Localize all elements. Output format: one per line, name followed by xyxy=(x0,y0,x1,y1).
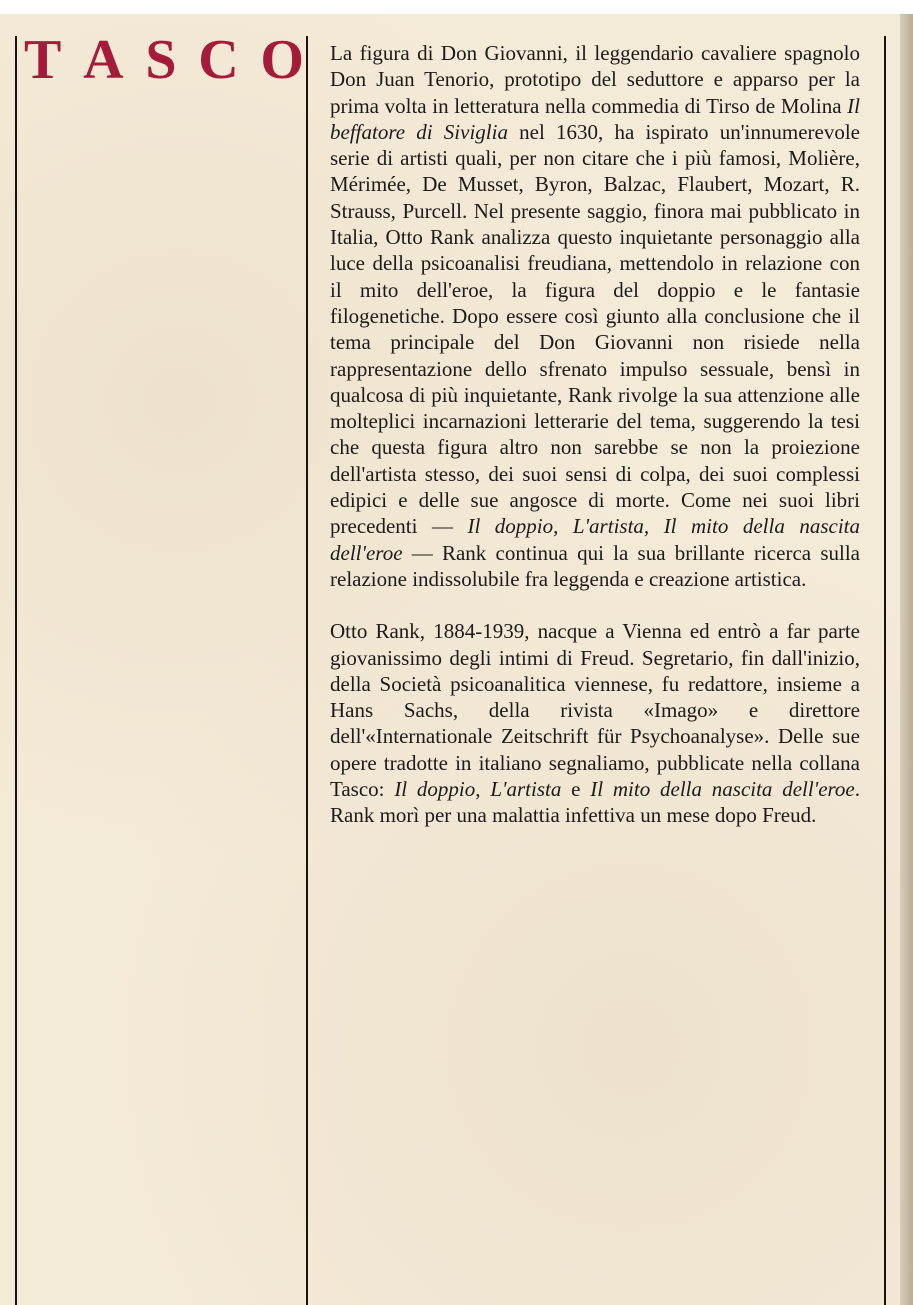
center-rule xyxy=(306,36,308,1305)
series-logo-tasco xyxy=(24,29,304,91)
right-rule xyxy=(884,36,886,1305)
work-title: Il beffatore di Siviglia xyxy=(330,93,860,144)
work-title: L'artista xyxy=(572,514,644,539)
logo-letter: C xyxy=(198,29,239,91)
work-title: Il mito della nascita dell'eroe xyxy=(330,514,861,565)
logo-letter: A xyxy=(83,29,124,91)
logo-letter: O xyxy=(260,29,304,91)
cover-edge-shadow xyxy=(900,14,913,1305)
book-description-paragraph: La figura di Don Giovanni, il leggendario cavaliere spagnolo Don Juan Tenorio, prototipo del seduttore e apparso per la prima volta in letteratura nella commedia di Tirso de Molina Il beffatore di Siviglia nel 1630, ha ispirato un'innumerevole serie di artisti quali, per non citare che i più famosi, Molière, Mérimée, De Musset, Byron, Balzac, Flaubert, Mozart, R. Strauss, Purcell. Nel presente saggio, finora mai pubblicato in Italia, Otto Rank analizza questo inquietante personaggio alla luce della psicoanalisi freudiana, mettendolo in relazione con il mito dell'eroe, la figura del doppio e le fantasie filogenetiche. Dopo essere così giunto alla conclusione che il tema principale del Don Giovanni non risiede nella rappresentazione dello sfrenato impulso sessuale, bensì in qualcosa di più inquietante, Rank rivolge la sua attenzione alle molteplici incarnazioni letterarie del tema, suggerendo la tesi che questa figura altro non sarebbe se non la proiezione dell'artista stesso, dei suoi sensi di colpa, dei suoi complessi edipici e delle sue angosce di morte. Come nei suoi libri precedenti — Il doppio, L'artista, Il mito della nascita dell'eroe — Rank continua qui la sua brillante ricerca sulla relazione indissolubile fra leggenda e creazione artistica. xyxy=(330,41,861,591)
work-title: L'artista xyxy=(490,777,562,802)
logo-letter: T xyxy=(24,29,62,91)
back-cover-blurb xyxy=(330,40,860,829)
work-title: Il doppio xyxy=(467,514,554,539)
work-title: Il mito della nascita dell'eroe xyxy=(590,777,855,802)
author-bio-paragraph: Otto Rank, 1884-1939, nacque a Vienna ed entrò a far parte giovanissimo degli intimi di Freud. Segretario, fin dall'inizio, della Società psicoanalitica viennese, fu redattore, insieme a Hans Sachs, della rivista «Imago» e direttore dell'«Internationale Zeitschrift für Psychoanalyse». Delle sue opere tradotte in italiano segnaliamo, pubblicate nella collana Tasco: Il doppio, L'artista e Il mito della nascita dell'eroe. Rank morì per una malattia infettiva un mese dopo Freud. xyxy=(330,619,860,828)
work-title: Il doppio xyxy=(394,777,476,802)
left-rule xyxy=(15,36,17,1305)
logo-letter: S xyxy=(145,29,177,91)
